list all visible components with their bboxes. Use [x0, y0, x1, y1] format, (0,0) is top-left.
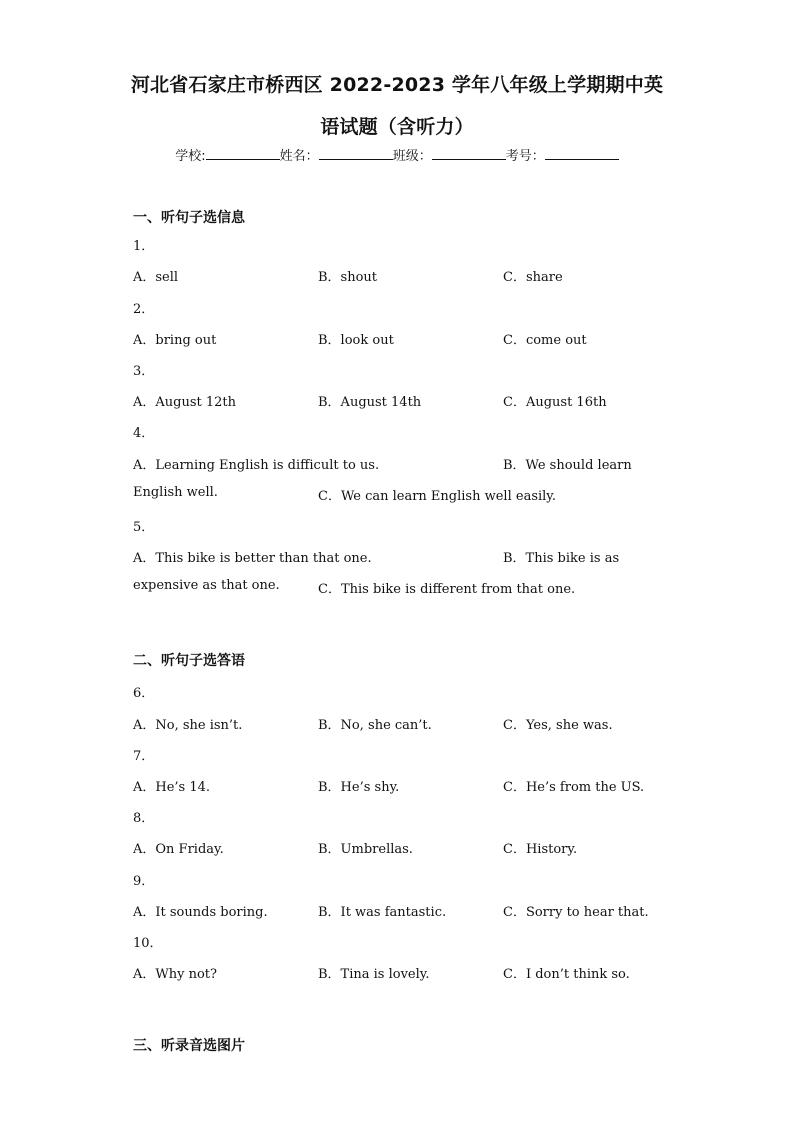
option-b-continued[interactable]: English well. — [133, 485, 218, 500]
option-b[interactable]: B．This bike is as — [503, 551, 620, 566]
option-b[interactable]: B．No, she can’t. — [318, 718, 432, 733]
school-label: 学校: — [175, 149, 206, 164]
option-b[interactable]: B．He’s shy. — [318, 780, 400, 795]
section-heading: 二、听句子选答语 — [133, 653, 245, 669]
question-number: 3． — [133, 364, 155, 379]
option-b-continued[interactable]: expensive as that one. — [133, 578, 280, 593]
option-c[interactable]: C．History. — [503, 842, 578, 857]
option-b[interactable]: B．look out — [318, 333, 394, 348]
question-number: 1． — [133, 239, 155, 254]
class-blank[interactable] — [432, 147, 506, 160]
option-a[interactable]: A．August 12th — [133, 395, 237, 410]
option-b[interactable]: B．Umbrellas. — [318, 842, 413, 857]
name-blank[interactable] — [319, 147, 393, 160]
option-c[interactable]: C．This bike is different from that one. — [318, 582, 576, 597]
option-c[interactable]: C．Sorry to hear that. — [503, 905, 649, 920]
option-b[interactable]: B．Tina is lovely. — [318, 967, 430, 982]
section-heading: 三、听录音选图片 — [133, 1038, 245, 1054]
option-a[interactable]: A．sell — [133, 270, 179, 285]
option-b[interactable]: B．shout — [318, 270, 378, 285]
question-number: 9． — [133, 874, 155, 889]
section-heading: 一、听句子选信息 — [133, 210, 245, 226]
question-number: 2． — [133, 302, 155, 317]
school-blank[interactable] — [206, 147, 280, 160]
option-a[interactable]: A．It sounds boring. — [133, 905, 268, 920]
option-a[interactable]: A．bring out — [133, 333, 217, 348]
question-number: 7． — [133, 749, 155, 764]
question-number: 8． — [133, 811, 155, 826]
name-label: 姓名： — [279, 149, 319, 164]
option-a[interactable]: A．Why not? — [133, 967, 217, 982]
option-a[interactable]: A．No, she isn’t. — [133, 718, 243, 733]
option-c[interactable]: C．Yes, she was. — [503, 718, 613, 733]
question-number: 10． — [133, 936, 163, 951]
option-c[interactable]: C．come out — [503, 333, 587, 348]
option-c[interactable]: C．He’s from the US. — [503, 780, 645, 795]
document-title-line-2: 语试题（含听力） — [320, 116, 474, 138]
class-label: 班级： — [392, 149, 432, 164]
option-c[interactable]: C．August 16th — [503, 395, 607, 410]
document-title-line-1: 河北省石家庄市桥西区 2022-2023 学年八年级上学期期中英 — [130, 74, 664, 96]
option-a[interactable]: A．This bike is better than that one. — [133, 551, 372, 566]
option-c[interactable]: C．We can learn English well easily. — [318, 489, 557, 504]
question-number: 5． — [133, 520, 155, 535]
student-info-row — [0, 145, 794, 164]
question-number: 4． — [133, 426, 155, 441]
exam-number-label: 考号： — [505, 149, 545, 164]
option-a[interactable]: A．On Friday. — [133, 842, 224, 857]
option-b[interactable]: B．It was fantastic. — [318, 905, 447, 920]
option-c[interactable]: C．share — [503, 270, 563, 285]
option-b[interactable]: B．We should learn — [503, 458, 632, 473]
exam-number-blank[interactable] — [545, 147, 619, 160]
option-a[interactable]: A．Learning English is difficult to us. — [133, 458, 380, 473]
option-b[interactable]: B．August 14th — [318, 395, 422, 410]
option-a[interactable]: A．He’s 14. — [133, 780, 211, 795]
question-number: 6． — [133, 686, 155, 701]
option-c[interactable]: C．I don’t think so. — [503, 967, 630, 982]
